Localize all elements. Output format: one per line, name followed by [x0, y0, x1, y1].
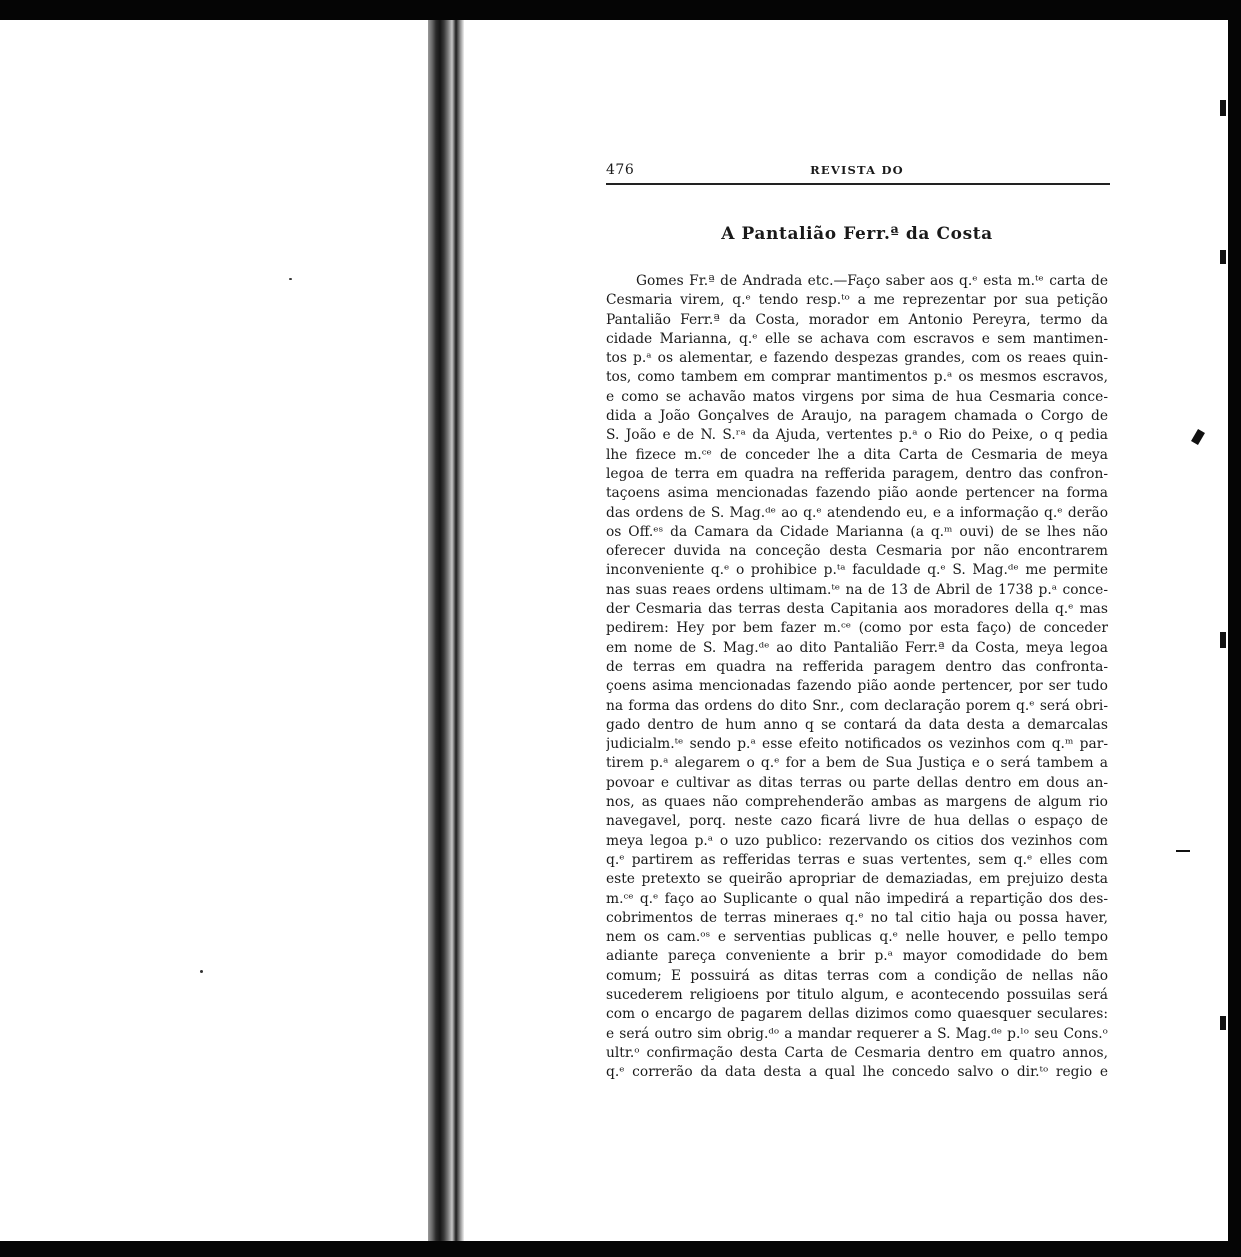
text-line: este pretexto se queirão apropriar de demaziadas, em prejuizo desta	[606, 871, 1108, 888]
text-line: cidade Marianna, q.ᵉ elle se achava com escravos e sem mantimen-	[606, 330, 1108, 347]
text-line: de terras em quadra na refferida paragem dentro das confronta-	[606, 658, 1108, 675]
text-line: tos p.ᵃ os alementar, e fazendo despezas grandes, com os reaes quin-	[606, 350, 1108, 367]
text-line: q.ᵉ partirem as refferidas terras e suas vertentes, sem q.ᵉ elles com	[606, 851, 1108, 868]
text-line: e será outro sim obrig.ᵈᵒ a mandar requerer a S. Mag.ᵈᵉ p.ˡᵒ seu Cons.ᵒ	[606, 1025, 1108, 1042]
text-line: Cesmaria virem, q.ᵉ tendo resp.ᵗᵒ a me reprezentar por sua petição	[606, 292, 1108, 309]
text-line: nas suas reaes ordens ultimam.ᵗᵉ na de 13 de Abril de 1738 p.ᵃ conce-	[606, 581, 1108, 598]
text-line: nem os cam.ᵒˢ e serventias publicas q.ᵉ nelle houver, e pello tempo	[606, 929, 1108, 946]
scan-border-bottom	[0, 1241, 1241, 1257]
text-line: Pantalião Ferr.ª da Costa, morador em Antonio Pereyra, termo da	[606, 311, 1108, 328]
text-line: os Off.ᵉˢ da Camara da Cidade Marianna (a q.ᵐ ouvi) de se lhes não	[606, 523, 1108, 540]
header-rule	[606, 183, 1110, 185]
text-line: cobrimentos de terras mineraes q.ᵉ no tal citio haja ou possa haver,	[606, 909, 1108, 926]
text-line: tos, como tambem em comprar mantimentos p.ᵃ os mesmos escravos,	[606, 369, 1108, 386]
text-line: judicialm.ᵗᵉ sendo p.ᵃ esse efeito notificados os vezinhos com q.ᵐ par-	[606, 736, 1108, 753]
text-line: navegavel, porq. neste cazo ficará livre de hua dellas o espaço de	[606, 813, 1108, 830]
text-line: oferecer duvida na conceção desta Cesmaria por não encontrarem	[606, 543, 1108, 560]
text-line: meya legoa p.ᵃ o uzo publico: rezervando os citios dos vezinhos com	[606, 832, 1108, 849]
running-head	[606, 162, 1108, 182]
journal-title: REVISTA DO	[810, 163, 904, 177]
text-line: em nome de S. Mag.ᵈᵉ ao dito Pantalião Ferr.ª da Costa, meya legoa	[606, 639, 1108, 656]
text-line: com o encargo de pagarem dellas dizimos como quaesquer seculares:	[606, 1006, 1108, 1023]
text-line: nos, as quaes não comprehenderão ambas as margens de algum rio	[606, 794, 1108, 811]
text-line: taçoens asima mencionadas fazendo pião aonde pertencer na forma	[606, 485, 1108, 502]
scan-speck	[289, 278, 292, 280]
text-line: e como se achavão matos virgens por sima de hua Cesmaria conce-	[606, 388, 1108, 405]
text-line: povoar e cultivar as ditas terras ou parte dellas dentro em dous an-	[606, 774, 1108, 791]
scan-mark	[1220, 1016, 1226, 1030]
text-line: ultr.ᵒ confirmação desta Carta de Cesmaria dentro em quatro annos,	[606, 1044, 1108, 1061]
scan-border-top	[0, 0, 1241, 20]
text-line: das ordens de S. Mag.ᵈᵉ ao q.ᵉ atendendo eu, e a informação q.ᵉ derão	[606, 504, 1108, 521]
book-page	[464, 20, 1228, 1241]
article-body	[606, 272, 1108, 1082]
text-line: lhe fizece m.ᶜᵉ de conceder lhe a dita Carta de Cesmaria de meya	[606, 446, 1108, 463]
scan-mark	[1220, 632, 1226, 648]
text-line: S. João e de N. S.ʳᵃ da Ajuda, vertentes p.ᵃ o Rio do Peixe, o q pedia	[606, 427, 1108, 444]
text-line: tirem p.ᵃ alegarem o q.ᵉ for a bem de Sua Justiça e o será tambem a	[606, 755, 1108, 772]
article-title: A Pantalião Ferr.ª da Costa	[721, 224, 993, 244]
scan-mark	[1220, 250, 1226, 264]
text-line: q.ᵉ correrão da data desta a qual lhe concedo salvo o dir.ᵗᵒ regio e	[606, 1064, 1108, 1081]
page-number: 476	[606, 162, 635, 178]
book-gutter	[428, 20, 464, 1241]
text-line: çoens asima mencionadas fazendo pião aonde pertencer, por ser tudo	[606, 678, 1108, 695]
text-line: sucederem religioens por titulo algum, e acontecendo possuilas será	[606, 986, 1108, 1003]
scan-speck	[200, 970, 203, 973]
scan-border-right	[1228, 0, 1241, 1257]
scan-mark	[1220, 100, 1226, 116]
text-line: legoa de terra em quadra na refferida paragem, dentro das confron-	[606, 465, 1108, 482]
text-line: Gomes Fr.ª de Andrada etc.—Faço saber aos q.ᵉ esta m.ᵗᵉ carta de	[636, 273, 1108, 289]
facing-page-blank	[0, 20, 428, 1241]
text-line: inconveniente q.ᵉ o prohibice p.ᵗᵃ faculdade q.ᵉ S. Mag.ᵈᵉ me permite	[606, 562, 1108, 579]
text-line: comum; E possuirá as ditas terras com a condição de nellas não	[606, 967, 1108, 984]
text-line: pedirem: Hey por bem fazer m.ᶜᵉ (como por esta faço) de conceder	[606, 620, 1108, 637]
text-line: der Cesmaria das terras desta Capitania aos moradores della q.ᵉ mas	[606, 601, 1108, 618]
text-line: adiante pareça conveniente a brir p.ᵃ mayor comodidade do bem	[606, 948, 1108, 965]
text-line: na forma das ordens do dito Snr., com declaração porem q.ᵉ será obri-	[606, 697, 1108, 714]
scan-mark	[1191, 429, 1205, 445]
scan-mark	[1176, 850, 1190, 852]
text-line: dida a João Gonçalves de Araujo, na paragem chamada o Corgo de	[606, 408, 1108, 425]
text-line: gado dentro de hum anno q se contará da data desta a demarcalas	[606, 716, 1108, 733]
text-line: m.ᶜᵉ q.ᵉ faço ao Suplicante o qual não impedirá a repartição dos des-	[606, 890, 1108, 907]
